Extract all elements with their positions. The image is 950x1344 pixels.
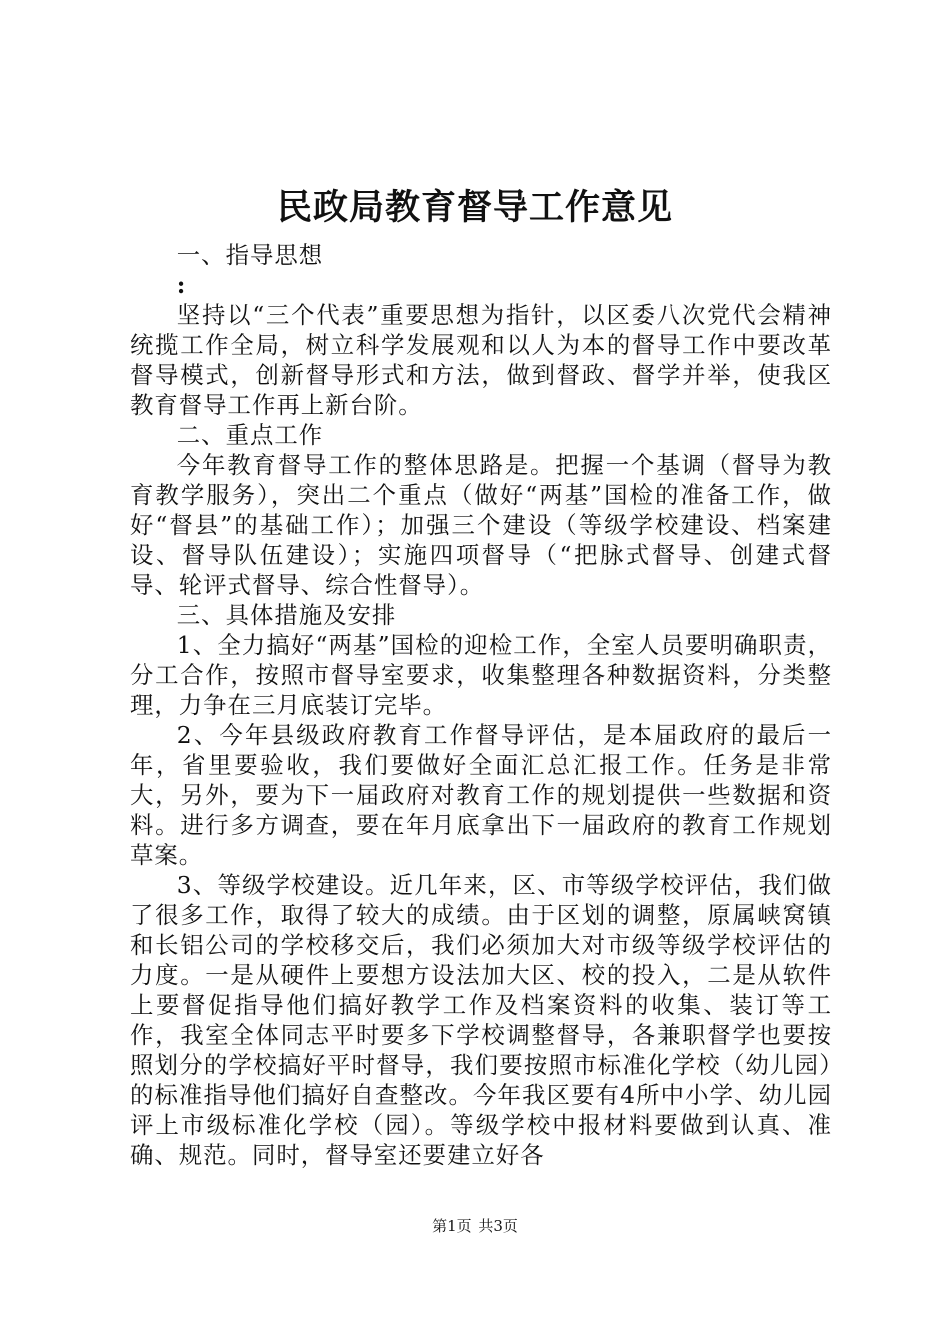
- page-total: 共3页: [478, 1217, 518, 1235]
- document-body: [130, 240, 832, 1170]
- page-number: 第1页: [432, 1217, 472, 1235]
- section3-item-1: 1、全力搞好“两基”国检的迎检工作，全室人员要明确职责，分工合作，按照市督导室要求，收集整理各种数据资料，分类整理，力争在三月底装订完毕。: [130, 631, 832, 719]
- page-footer: [0, 1216, 950, 1236]
- section1-heading: 一、指导思想: [176, 241, 324, 269]
- section2-heading: 二、重点工作: [176, 421, 324, 449]
- section2-paragraph: 今年教育督导工作的整体思路是。把握一个基调（督导为教育教学服务），突出二个重点（做好“两基”国检的准备工作，做好“督县”的基础工作）；加强三个建设（等级学校建设、档案建设、督导队伍建设）；实施四项督导（“把脉式督导、创建式督导、轮评式督导、综合性督导）。: [130, 451, 832, 599]
- section3-item-3: 3、等级学校建设。近几年来，区、市等级学校评估，我们做了很多工作，取得了较大的成绩。由于区划的调整，原属峡窝镇和长铝公司的学校移交后，我们必须加大对市级等级学校评估的力度。一是从硬件上要想方设法加大区、校的投入，二是从软件上要督促指导他们搞好教学工作及档案资料的收集、装订等工作，我室全体同志平时要多下学校调整督导，各兼职督学也要按照划分的学校搞好平时督导，我们要按照市标准化学校（幼儿园）的标准指导他们搞好自查整改。今年我区要有4所中小学、幼儿园评上市级标准化学校（园）。等级学校中报材料要做到认真、准确、规范。同时，督导室还要建立好各: [130, 871, 832, 1169]
- section1-colon: :: [176, 271, 187, 299]
- section3-item-2: 2、今年县级政府教育工作督导评估，是本届政府的最后一年，省里要验收，我们要做好全面汇总汇报工作。任务是非常大，另外，要为下一届政府对教育工作的规划提供一些数据和资料。进行多方调查，要在年月底拿出下一届政府的教育工作规划草案。: [130, 721, 832, 869]
- section3-heading: 三、具体措施及安排: [176, 601, 397, 629]
- section1-paragraph: 坚持以“三个代表”重要思想为指针，以区委八次党代会精神统揽工作全局，树立科学发展观和以人为本的督导工作中要改革督导模式，创新督导形式和方法，做到督政、督学并举，使我区教育督导工作再上新台阶。: [130, 301, 832, 419]
- document-title: 民政局教育督导工作意见: [276, 187, 673, 228]
